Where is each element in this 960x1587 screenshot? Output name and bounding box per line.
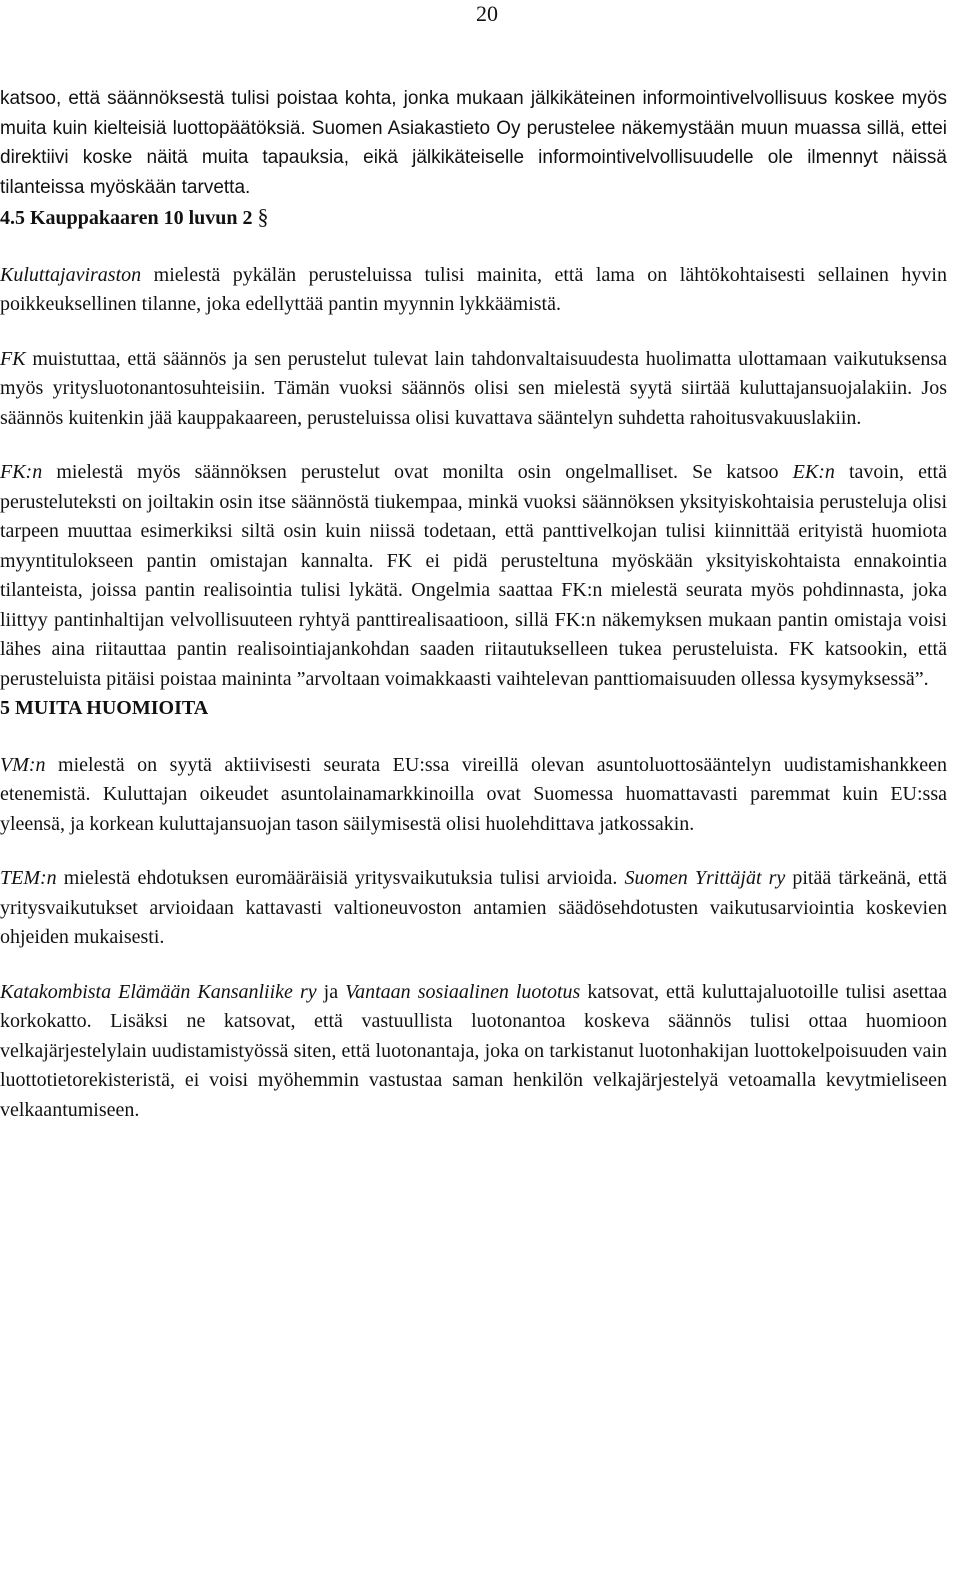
paragraph-text: mielestä ehdotuksen euromääräisiä yritysvaikutuksia tulisi arvioida. bbox=[56, 867, 625, 889]
section-sign: § bbox=[257, 204, 269, 229]
section-heading-4-5 bbox=[0, 202, 947, 234]
paragraph-text-2: pitää tärkeänä, että yritysvaikutukset arvioidaan kattavasti valtioneuvoston antamien säädösehdotusten vaikutusarviointia koskevien ohjeiden mukaisesti. bbox=[0, 867, 948, 948]
subject-name-2: Suomen Yrittäjät ry bbox=[624, 867, 786, 889]
paragraph-text: mielestä myös säännöksen perustelut ovat monilta osin ongelmalliset. Se katsoo bbox=[42, 461, 793, 483]
subject-name-2: EK:n bbox=[792, 461, 835, 483]
paragraph-text: ja bbox=[316, 980, 346, 1003]
paragraph-tem bbox=[0, 864, 947, 953]
intro-paragraph: katsoo, että säännöksestä tulisi poistaa kohta, jonka mukaan jälkikäteinen informointivelvollisuus koskee myös muita kuin kielteisiä luottopäätöksiä. Suomen Asiakastieto Oy perustelee näkemystään muun muassa sillä, ettei direktiivi koske näitä muita tapauksia, eikä jälkikäteiselle informointivelvollisuudelle ole ilmennyt näissä tilanteissa myöskään tarvetta. bbox=[0, 88, 947, 198]
paragraph-katakombista bbox=[0, 978, 947, 1126]
paragraph-text-2: tavoin, että perusteluteksti on joiltakin osin itse säännöstä tiukempaa, minkä vuoksi säännöksen yksityiskohtaisia perusteluja olisi tarpeen muuttaa esimerkiksi siltä osin kuin niissä todetaan, että panttivelkojan tulisi kiinnittää erityistä huomiota myyntitulokseen pantin omistajan kannalta. FK ei pidä perusteltuna myöskään yksityiskohtaista ennakointia tilanteista, joissa pantin realisointia tulisi lykätä. Ongelmia saattaa FK:n mielestä seurata myös pohdinnasta, joka liittyy pantinhaltijan velvollisuuteen ryhtyä panttirealisaatioon, sillä FK:n näkemyksen mukaan pantin omistaja voisi lähes aina riitauttaa pantin realisointiajankohdan saaden riitautukselleen tukea perusteluista. FK katsookin, että perusteluista pitäisi poistaa maininta ”arvoltaan voimakkaasti vaihtelevan panttiomaisuuden ollessa kysymyksessä”. bbox=[0, 461, 947, 690]
paragraph-vm bbox=[0, 751, 947, 840]
subject-name: Kuluttajaviraston bbox=[0, 263, 142, 286]
paragraph-fk bbox=[0, 345, 947, 434]
subject-name: Katakombista Elämään Kansanliike ry bbox=[0, 980, 317, 1003]
page-number: 20 bbox=[476, 1, 498, 26]
section-heading-5: 5 MUITA HUOMIOITA bbox=[0, 697, 209, 719]
subject-name: VM:n bbox=[0, 753, 46, 776]
document-body bbox=[0, 84, 947, 1125]
section-heading-4-5-text: 4.5 Kauppakaaren 10 luvun 2 bbox=[0, 207, 253, 229]
paragraph-fk-perustelut bbox=[0, 458, 947, 694]
paragraph-text: mielestä pykälän perusteluissa tulisi mainita, että lama on lähtökohtaisesti sellainen hyvin poikkeuksellinen tilanne, joka edellyttää pantin myynnin lykkäämistä. bbox=[0, 263, 947, 315]
paragraph-text: muistuttaa, että säännös ja sen perustelut tulevat lain tahdonvaltaisuudesta huolimatta ulottamaan vaikutuksensa myös yritysluotonantosuhteisiin. Tämän vuoksi säännös olisi sen mielestä syytä siirtää kuluttajansuojalakiin. Jos säännös kuitenkin jää kauppakaareen, perusteluissa olisi kuvattava sääntelyn suhdetta rahoitusvakuuslakiin. bbox=[0, 347, 947, 429]
paragraph-text: mielestä on syytä aktiivisesti seurata EU:ssa vireillä olevan asuntoluottosääntelyn uudistamishankkeen etenemistä. Kuluttajan oikeudet asuntolainamarkkinoilla ovat Suomessa huomattavasti paremmat kuin EU:ssa yleensä, ja korkean kuluttajansuojan tason säilymisestä olisi huolehdittava jatkossakin. bbox=[0, 753, 947, 835]
paragraph-kuluttajavirasto bbox=[0, 261, 947, 320]
subject-name: FK bbox=[0, 347, 26, 370]
subject-name: TEM:n bbox=[0, 867, 57, 889]
paragraph-text-2: katsovat, että kuluttajaluotoille tulisi asettaa korkokatto. Lisäksi ne katsovat, että vastuullista luotonantoa koskeva säännös tulisi ottaa huomioon velkajärjestelylain uudistamistyössä siten, että luotonantaja, joka on tarkistanut luotonhakijan luottokelpoisuuden vain luottotietorekisteristä, ei voisi myöhemmin vastustaa saman henkilön velkajärjestelyä vetoamalla kevytmieliseen velkaantumiseen. bbox=[0, 980, 948, 1121]
subject-name-2: Vantaan sosiaalinen luototus bbox=[345, 980, 581, 1003]
subject-name: FK:n bbox=[0, 461, 43, 483]
